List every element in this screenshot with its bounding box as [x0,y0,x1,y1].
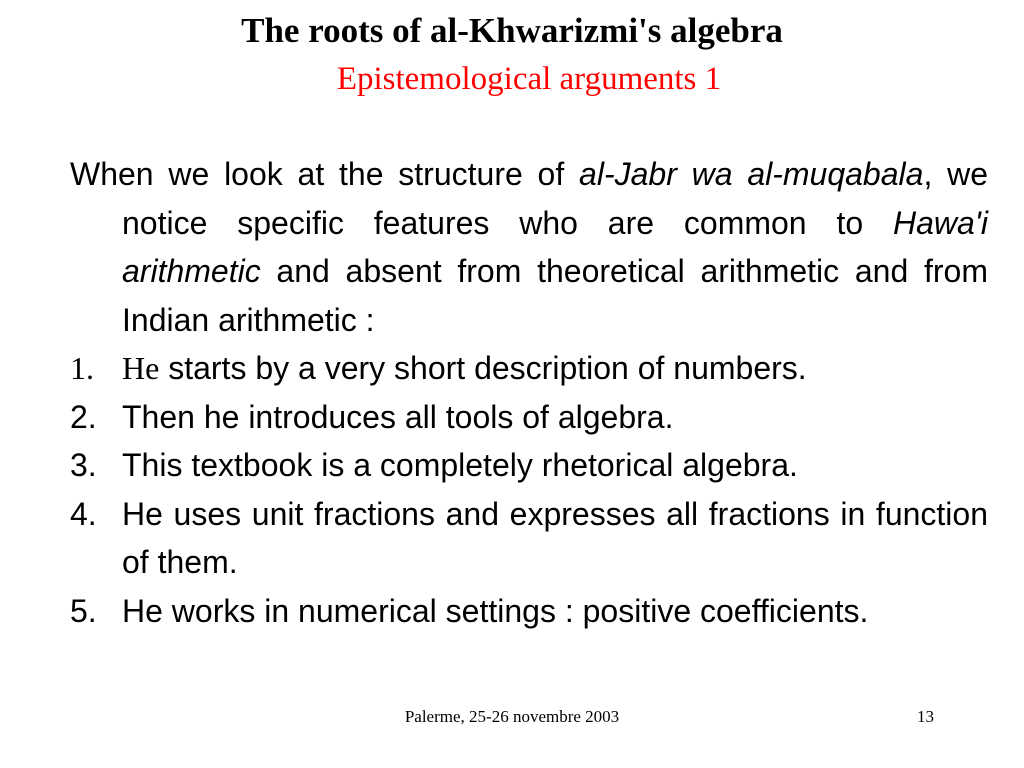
list-item [70,490,988,587]
list-item-text: Then he introduces all tools of algebra. [122,398,674,435]
slide-title: The roots of al-Khwarizmi's algebra [241,11,783,50]
footer-page-number: 13 [917,707,934,726]
list-item-number: 1. [70,350,94,386]
list-item-lead-word: He [122,350,160,386]
slide-body [70,150,988,635]
intro-text-1: When we look at the structure of [70,156,580,192]
list-item-text: This textbook is a completely rhetorical algebra. [122,447,798,483]
intro-text-2: , we notice specific features who are common to [122,156,989,241]
list-item-rest: starts by a very short description of numbers. [159,350,807,386]
list-item-text [122,344,988,393]
list-item-number: 4. [70,495,97,532]
intro-book-title: al-Jabr wa al-muqabala [579,156,924,192]
list-item [70,393,988,442]
list-item-text: He uses unit fractions and expresses all fractions in function of them. [122,495,988,580]
list-item-number: 5. [70,592,97,629]
feature-list [70,344,988,635]
list-item-text: He works in numerical settings : positive coefficients. [122,592,869,629]
list-item [70,587,988,636]
list-item [70,441,988,490]
intro-paragraph [70,150,988,344]
footer-event-date: Palerme, 25-26 novembre 2003 [404,707,620,726]
slide-subtitle: Epistemological arguments 1 [336,61,722,97]
list-item [70,344,988,393]
list-item-number: 2. [70,398,97,435]
intro-text-3: and absent from theoretical arithmetic and from Indian arithmetic : [122,253,988,338]
intro-hawai-term: Hawa'i arithmetic [122,204,988,289]
list-item-number: 3. [70,447,97,483]
